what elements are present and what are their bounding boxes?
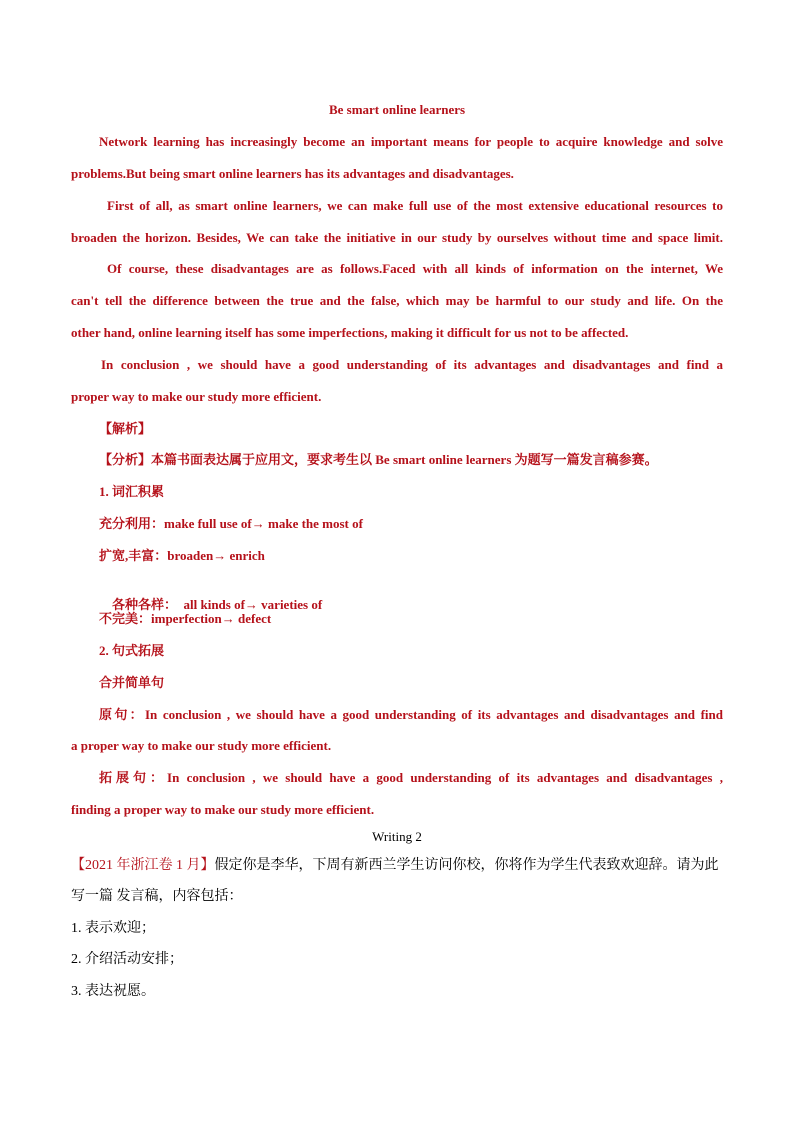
vocab-item (99, 515, 363, 533)
essay-p3-line1: Of course, these disadvantages are as follows.Faced with all kinds of information on the internet, We (107, 261, 723, 276)
analysis-intro-text: 本篇书面表达属于应用文，要求考生以 Be smart online learners 为题写一篇发言稿参赛。 (151, 452, 658, 467)
expanded-text: In conclusion , we should have a good understanding of its advantages and disadvantages , (167, 770, 723, 785)
writing2-prompt-line2: 写一篇 发言稿，内容包括： (71, 889, 243, 904)
essay-p4-line2: proper way to make our study more efficient. (71, 389, 322, 404)
writing2-prompt-text: 假定你是李华，下周有新西兰学生访问你校，你将作为学生代表致欢迎辞。请为此 (214, 858, 719, 873)
vocab-item (99, 547, 265, 565)
vocab-item (99, 610, 271, 628)
vocab-item-cn: 充分利用： (99, 516, 165, 531)
essay-p3-line3: other hand, online learning itself has some imperfections, making it difficult for us not to be affected. (71, 325, 629, 340)
expanded-sentence-line2: finding a proper way to make our study more efficient. (71, 802, 375, 817)
vocab-item-cn: 扩宽,丰富： (99, 548, 168, 563)
expanded-label: 拓展句： (99, 770, 168, 785)
original-sentence-line2: a proper way to make our study more efficient. (71, 738, 332, 753)
essay-p2-line2: broaden the horizon. Besides, We can take the initiative in our study by ourselves without time and space limit. (71, 230, 723, 245)
writing2-prompt-line1 (71, 856, 719, 876)
essay-p3-line2: can't tell the difference between the true and the false, which may be harmful to our study and life. On the (71, 293, 723, 308)
writing2-source: 【2021 年浙江卷 1 月】 (71, 858, 215, 873)
vocab-item-en: imperfection→ defect (151, 611, 272, 626)
vocab-item-en: broaden→ enrich (167, 548, 265, 563)
original-text: In conclusion , we should have a good understanding of its advantages and disadvantages and find (144, 707, 723, 722)
writing2-heading: Writing 2 (372, 829, 422, 844)
writing2-item: 3. 表达祝愿。 (71, 984, 155, 999)
original-label: 原句： (99, 707, 145, 722)
writing2-item: 2. 介绍活动安排； (71, 952, 183, 967)
analysis-header: 【解析】 (99, 421, 152, 436)
essay-title: Be smart online learners (328, 102, 466, 117)
essay-p2-line1: First of all, as smart online learners, we can make full use of the most extensive educational resources to (107, 198, 723, 213)
original-sentence-line1 (99, 706, 723, 724)
writing2-item: 1. 表示欢迎； (71, 921, 155, 936)
analysis-intro-tag: 【分析】 (99, 452, 152, 467)
vocab-item-cn: 不完美： (99, 611, 152, 626)
syntax-heading: 2. 句式拓展 (99, 643, 165, 658)
essay-p1-line2: problems.But being smart online learners has its advantages and disadvantages. (71, 166, 514, 181)
vocab-item-en: make full use of→ make the most of (164, 516, 363, 531)
vocab-item-cn: 各种各样： (112, 597, 178, 612)
analysis-intro (99, 451, 658, 469)
essay-p1-line1: Network learning has increasingly become an important means for people to acquire knowledge and solve (99, 134, 723, 149)
essay-p4-line1: In conclusion , we should have a good understanding of its advantages and disadvantages and find a (101, 357, 723, 372)
vocab-item-en: all kinds of→ varieties of (177, 597, 323, 612)
syntax-subheading: 合并简单句 (99, 675, 165, 690)
expanded-sentence-line1 (99, 769, 723, 787)
vocab-heading: 1. 词汇积累 (99, 484, 165, 499)
